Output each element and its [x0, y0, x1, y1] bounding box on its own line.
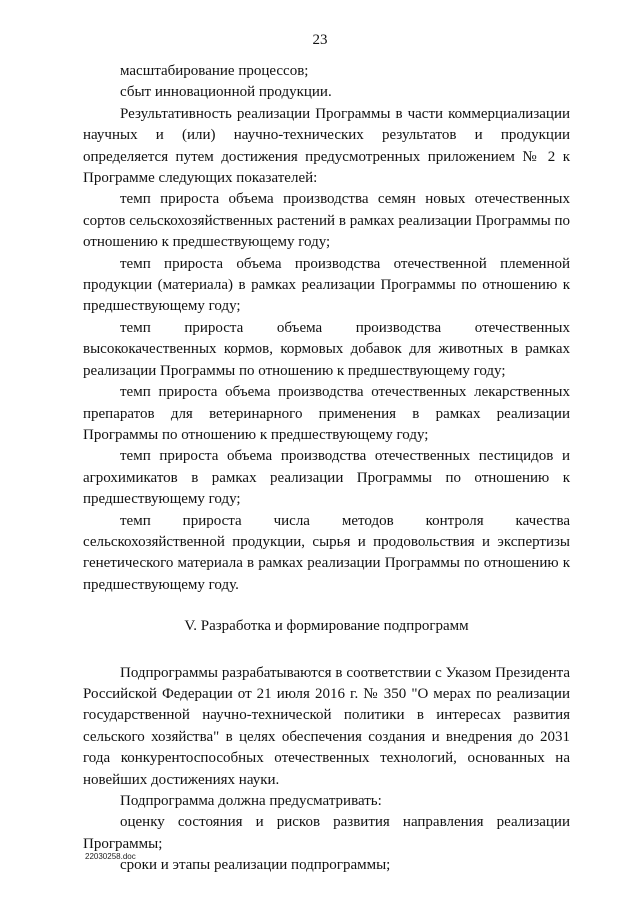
paragraph: Результативность реализации Программы в части коммерциализации научных и (или) научно-технических результатов и продукции определяется путем достижения предусмотренных приложением № 2 к Программе следующих показателей:: [83, 105, 570, 187]
section-heading: V. Разработка и формирование подпрограмм: [184, 618, 469, 635]
paragraph: масштабирование процессов;: [120, 63, 309, 79]
paragraph: темп прироста числа методов контроля качества сельскохозяйственной продукции, сырья и продовольствия и экспертизы генетического материала в рамках реализации Программы по отношению к предшествующему году.: [83, 512, 570, 593]
paragraph: темп прироста объема производства семян новых отечественных сортов сельскохозяйственных растений в рамках реализации Программы по отношению к предшествующему году;: [83, 191, 570, 251]
paragraph: сбыт инновационной продукции.: [120, 84, 332, 101]
paragraph: сроки и этапы реализации подпрограммы;: [120, 857, 391, 874]
paragraph: оценку состояния и рисков развития направления реализации Программы;: [83, 814, 570, 852]
paragraph: темп прироста объема производства отечественных лекарственных препаратов для ветеринарного применения в рамках реализации Программы по отношению к предшествующему году;: [83, 384, 570, 443]
paragraph: Подпрограмма должна предусматривать:: [120, 793, 382, 809]
document-file-code: 22030258.doc: [85, 852, 136, 861]
page-number: 23: [312, 32, 328, 48]
paragraph: темп прироста объема производства отечественных пестицидов и агрохимикатов в рамках реализации Программы по отношению к предшествующему году;: [83, 448, 570, 508]
document-body: [83, 61, 570, 877]
paragraph: Подпрограммы разрабатываются в соответствии с Указом Президента Российской Федерации от 21 июля 2016 г. № 350 "О мерах по реализации государственной научно-технической политики в интересах развития сельского хозяйства" в целях обеспечения создания и внедрения до 2031 года конкурентоспособных отечественных технологий, основанных на новейших достижениях науки.: [83, 664, 570, 788]
paragraph: темп прироста объема производства отечественных высококачественных кормов, кормовых добавок для животных в рамках реализации Программы по отношению к предшествующему году;: [83, 319, 570, 379]
paragraph: темп прироста объема производства отечественной племенной продукции (материала) в рамках реализации Программы по отношению к предшествующему году;: [83, 255, 570, 315]
